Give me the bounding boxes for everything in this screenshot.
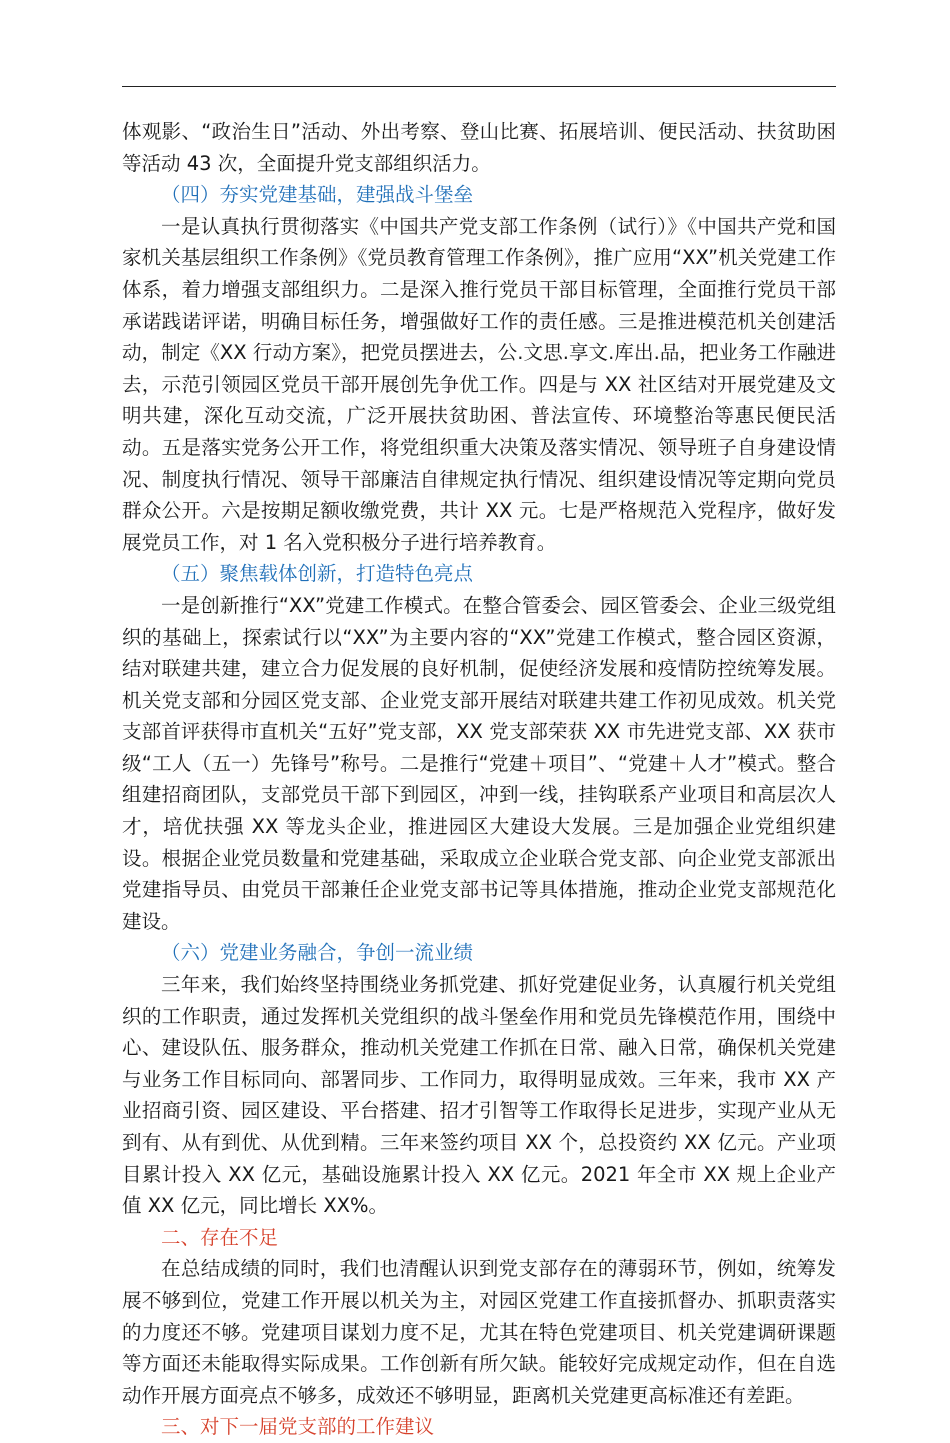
paragraph-foundation: 一是认真执行贯彻落实《中国共产党支部工作条例（试行）》《中国共产党和国家机关基层组织工作条例》《党员教育管理工作条例》，推广应用“XX”机关党建工作体系，着力增强支部组织力。二是深入推行党员干部目标管理，全面推行党员干部承诺践诺评诺，明确目标任务，增强做好工作的责任感。三是推进模范机关创建活动，制定《XX 行动方案》，把党员摆进去，公.文思.享文.库出.品，把业务工作融进去，示范引领园区党员干部开展创先争优工作。四是与 XX 社区结对开展党建及文明共建，深化互动交流，广泛开展扶贫助困、普法宣传、环境整治等惠民便民活动。五是落实党务公开工作，将党组织重大决策及落实情况、领导班子自身建设情况、制度执行情况、领导干部廉洁自律规定执行情况、组织建设情况等定期向党员群众公开。六是按期足额收缴党费，共计 XX 元。七是严格规范入党程序，做好发展党员工作，对 1 名入党积极分子进行培养教育。 [122,214,836,554]
document-body [122,116,836,1443]
section-heading-4: （四）夯实党建基础，建强战斗堡垒 [161,183,474,207]
paragraph-innovation: 一是创新推行“XX”党建工作模式。在整合管委会、园区管委会、企业三级党组织的基础上，探索试行以“XX”为主要内容的“XX”党建工作模式，整合园区资源，结对联建共建，建立合力促发展的良好机制，促使经济发展和疫情防控统筹发展。机关党支部和分园区党支部、企业党支部开展结对联建共建工作初见成效。机关党支部首评获得市直机关“五好”党支部，XX 党支部荣获 XX 市先进党支部、XX 获市级“工人（五一）先锋号”称号。二是推行“党建＋项目”、“党建＋人才”模式。整合组建招商团队，支部党员干部下到园区，冲到一线，挂钩联系产业项目和高层次人才，培优扶强 XX 等龙头企业，推进园区大建设大发展。三是加强企业党组织建设。根据企业党员数量和党建基础，采取成立企业联合党支部、向企业党支部派出党建指导员、由党员干部兼任企业党支部书记等具体措施，推动企业党支部规范化建设。 [122,593,836,933]
paragraph-shortcomings: 在总结成绩的同时，我们也清醒认识到党支部存在的薄弱环节，例如，统筹发展不够到位，党建工作开展以机关为主，对园区党建工作直接抓督办、抓职责落实的力度还不够。党建项目谋划力度不足，尤其在特色党建项目、机关党建调研课题等方面还未能取得实际成果。工作创新有所欠缺。能较好完成规定动作，但在自选动作开展方面亮点不够多，成效还不够明显，距离机关党建更高标准还有差距。 [122,1257,836,1407]
section-heading-5: （五）聚焦载体创新，打造特色亮点 [161,562,474,586]
paragraph-integration: 三年来，我们始终坚持围绕业务抓党建、抓好党建促业务，认真履行机关党组织的工作职责，通过发挥机关党组织的战斗堡垒作用和党员先锋模范作用，围绕中心、建设队伍、服务群众，推动机关党建工作抓在日常、融入日常，确保机关党建与业务工作目标同向、部署同步、工作同力，取得明显成效。三年来，我市 XX 产业招商引资、园区建设、平台搭建、招才引智等工作取得长足进步，实现产业从无到有、从有到优、从优到精。三年来签约项目 XX 个，总投资约 XX 亿元。产业项目累计投入 XX 亿元，基础设施累计投入 XX 亿元。2021 年全市 XX 规上企业产值 XX 亿元，同比增长 XX%。 [122,973,836,1218]
section-heading-shortcomings: 二、存在不足 [161,1225,279,1249]
header-rule [122,86,836,87]
section-heading-6: （六）党建业务融合，争创一流业绩 [161,941,474,965]
paragraph-continued: 体观影、“政治生日”活动、外出考察、登山比赛、拓展培训、便民活动、扶贫助困等活动 43 次，全面提升党支部组织活力。 [122,120,836,175]
section-heading-suggestions: 三、对下一届党支部的工作建议 [161,1415,435,1439]
